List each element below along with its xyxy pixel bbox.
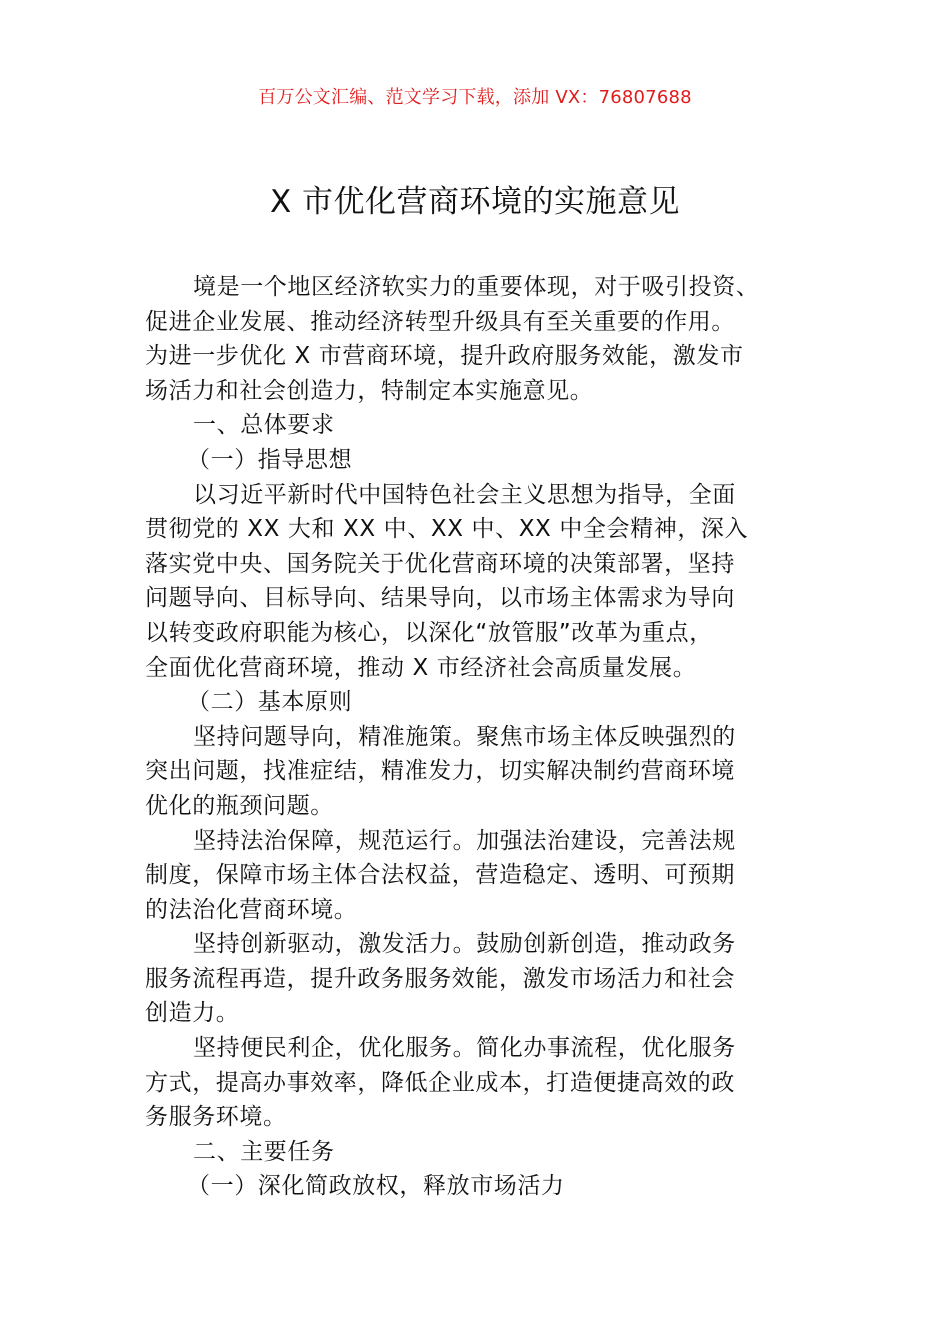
guiding-ideology-line: 问题导向、目标导向、结果导向，以市场主体需求为导向 [145, 585, 735, 612]
principle-problem-oriented-line: 优化的瓶颈问题。 [145, 792, 334, 819]
principle-innovation-line: 创造力。 [145, 1000, 240, 1027]
subsection-heading-basic-principles: （二）基本原则 [187, 689, 353, 716]
principle-problem-oriented-line: 坚持问题导向，精准施策。聚焦市场主体反映强烈的 [193, 723, 736, 750]
guiding-ideology-line: 落实党中央、国务院关于优化营商环境的决策部署，坚持 [145, 550, 735, 577]
guiding-ideology-line: 以转变政府职能为核心，以深化“放管服”改革为重点， [145, 619, 713, 646]
subsection-heading-streamline-administration: （一）深化简政放权，释放市场活力 [187, 1173, 565, 1200]
principle-convenience-line: 方式，提高办事效率，降低企业成本，打造便捷高效的政 [145, 1069, 735, 1096]
guiding-ideology-line: 以习近平新时代中国特色社会主义思想为指导，全面 [193, 481, 736, 508]
principle-convenience-line: 务服务环境。 [145, 1104, 287, 1131]
principle-rule-of-law-line: 制度，保障市场主体合法权益，营造稳定、透明、可预期 [145, 862, 735, 889]
intro-paragraph-line: 场活力和社会创造力，特制定本实施意见。 [145, 377, 594, 404]
principle-innovation-line: 坚持创新驱动，激发活力。鼓励创新创造，推动政务 [193, 931, 736, 958]
principle-innovation-line: 服务流程再造，提升政务服务效能，激发市场活力和社会 [145, 965, 735, 992]
section-heading-main-tasks: 二、主要任务 [193, 1138, 335, 1165]
document-body [145, 270, 815, 1204]
subsection-heading-guiding-ideology: （一）指导思想 [187, 446, 353, 473]
intro-paragraph-line: 促进企业发展、推动经济转型升级具有至关重要的作用。 [145, 308, 735, 335]
guiding-ideology-line: 全面优化营商环境，推动 X 市经济社会高质量发展。 [145, 654, 697, 681]
principle-convenience-line: 坚持便民利企，优化服务。简化办事流程，优化服务 [193, 1035, 736, 1062]
watermark-banner: 百万公文汇编、范文学习下载，添加 VX：76807688 [258, 87, 692, 108]
principle-rule-of-law-line: 坚持法治保障，规范运行。加强法治建设，完善法规 [193, 827, 736, 854]
guiding-ideology-line: 贯彻党的 XX 大和 XX 中、XX 中、XX 中全会精神，深入 [145, 516, 749, 543]
document-title: X 市优化营商环境的实施意见 [269, 184, 681, 220]
intro-paragraph-line: 境是一个地区经济软实力的重要体现，对于吸引投资、 [193, 274, 760, 300]
principle-problem-oriented-line: 突出问题，找准症结，精准发力，切实解决制约营商环境 [145, 758, 735, 785]
intro-paragraph-line: 为进一步优化 X 市营商环境，提升政府服务效能，激发市 [145, 343, 744, 370]
principle-rule-of-law-line: 的法治化营商环境。 [145, 896, 358, 923]
section-heading-general-requirements: 一、总体要求 [193, 412, 335, 439]
